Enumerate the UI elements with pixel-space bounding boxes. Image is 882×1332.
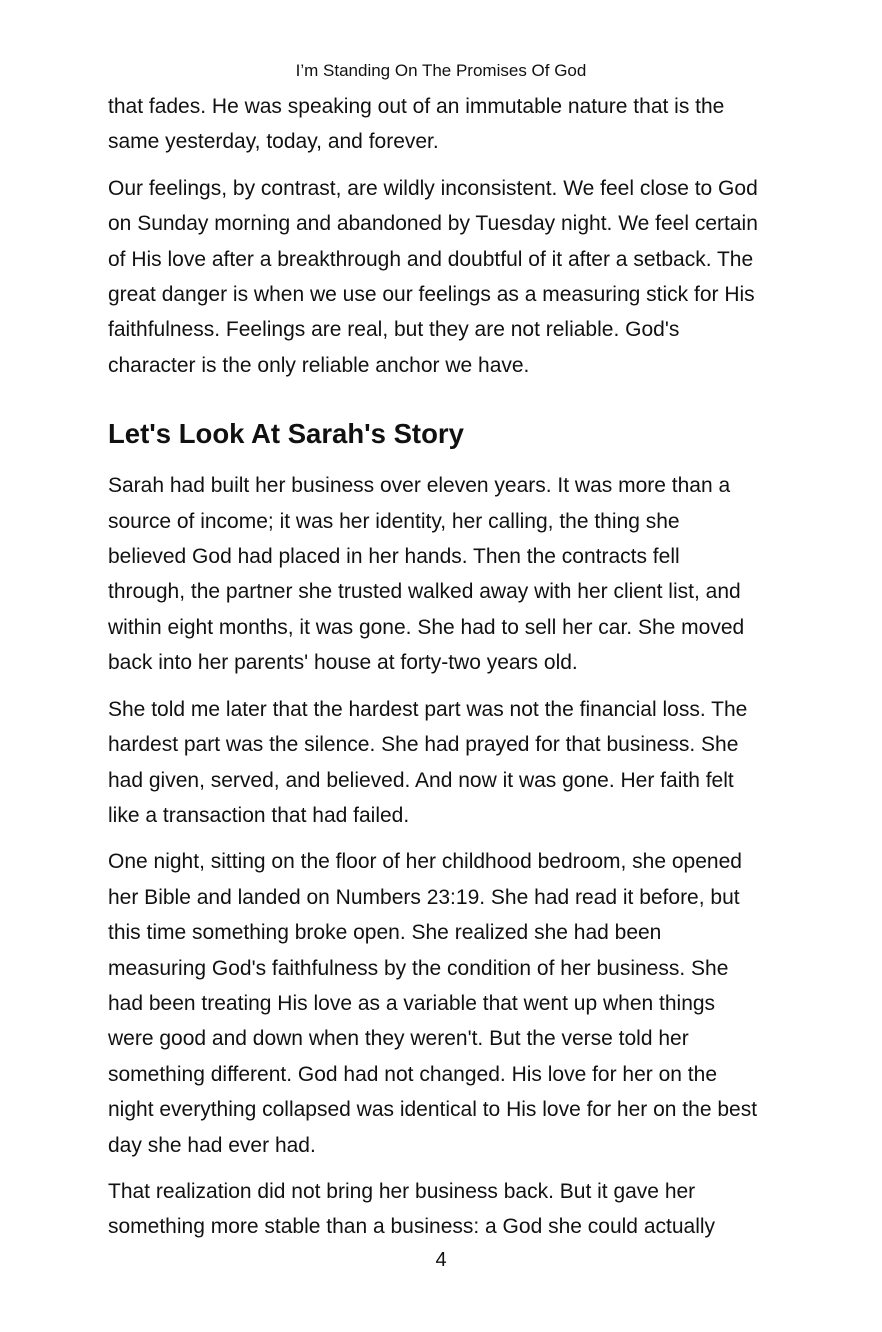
text-line: had given, served, and believed. And now it was gone. Her faith felt [108,768,734,792]
text-line: That realization did not bring her business back. But it gave her [108,1179,696,1203]
text-line: of His love after a breakthrough and doubtful of it after a setback. The [108,247,754,271]
paragraph [108,1174,798,1245]
text-line: measuring God's faithfulness by the condition of her business. She [108,956,729,980]
text-line: something different. God had not changed. His love for her on the [108,1062,717,1086]
text-line: same yesterday, today, and forever. [108,130,439,154]
text-line: on Sunday morning and abandoned by Tuesday night. We feel certain [108,212,758,236]
text-line: Sarah had built her business over eleven years. It was more than a [108,474,731,498]
page-number: 4 [435,1249,447,1271]
text-line: something more stable than a business: a God she could actually [108,1215,716,1239]
text-line: back into her parents' house at forty-two years old. [108,651,578,675]
text-line: night everything collapsed was identical to His love for her on the best [108,1098,758,1122]
text-line: that fades. He was speaking out of an immutable nature that is the [108,95,725,118]
paragraph [108,692,798,834]
text-line: She told me later that the hardest part was not the financial loss. The [108,697,748,721]
paragraph [108,468,798,680]
text-line: One night, sitting on the floor of her childhood bedroom, she opened [108,850,742,874]
running-header: I’m Standing On The Promises Of God [295,61,587,80]
text-line: believed God had placed in her hands. Then the contracts fell [108,545,680,569]
text-line: great danger is when we use our feelings as a measuring stick for His [108,283,755,307]
paragraph [108,171,798,383]
text-line: had been treating His love as a variable that went up when things [108,991,716,1015]
text-line: source of income; it was her identity, her calling, the thing she [108,509,680,533]
text-line: hardest part was the silence. She had prayed for that business. She [108,733,739,757]
text-line: like a transaction that had failed. [108,803,410,827]
text-line: this time something broke open. She realized she had been [108,921,662,945]
text-line: her Bible and landed on Numbers 23:19. She had read it before, but [108,885,740,909]
text-line: were good and down when they weren't. But the verse told her [108,1027,689,1051]
text-line: through, the partner she trusted walked away with her client list, and [108,580,741,604]
text-line: faithfulness. Feelings are real, but they are not reliable. God's [108,318,680,342]
paragraph [108,89,798,160]
page-body [108,89,798,1256]
text-line: character is the only reliable anchor we have. [108,353,530,377]
text-line: Our feelings, by contrast, are wildly inconsistent. We feel close to God [108,176,758,200]
paragraph [108,844,798,1163]
text-line: day she had ever had. [108,1133,316,1157]
text-line: within eight months, it was gone. She had to sell her car. She moved [108,615,745,639]
section-heading: Let's Look At Sarah's Story [108,418,464,450]
